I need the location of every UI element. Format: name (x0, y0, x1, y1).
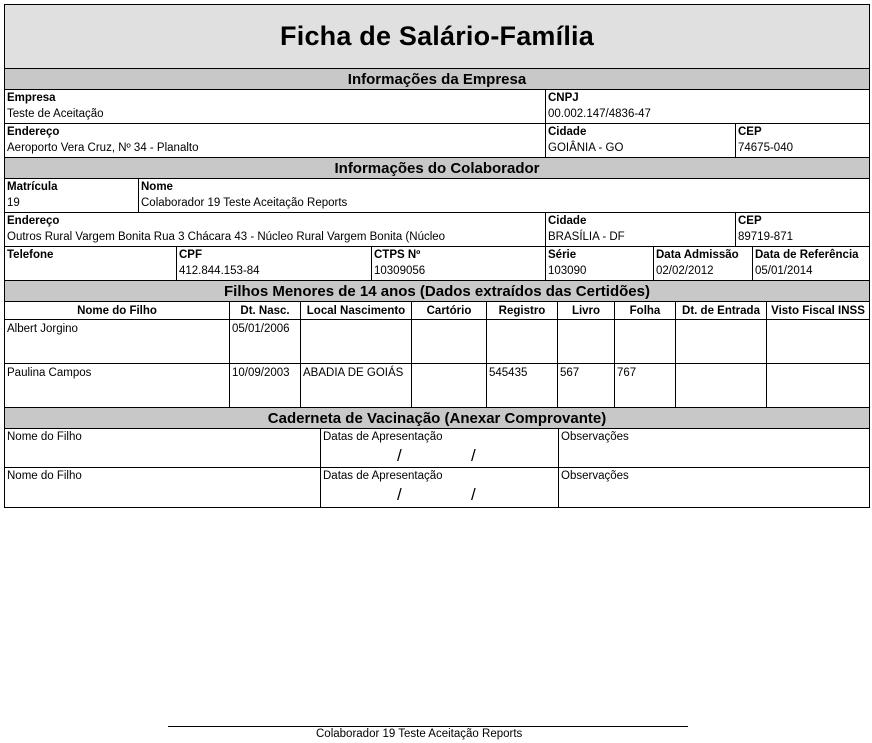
vacinacao-nome-cell (5, 468, 321, 507)
table-cell: 767 (615, 364, 676, 407)
colaborador-cidade-cell (546, 213, 736, 246)
date-separator: / (471, 485, 476, 504)
signature-line (168, 726, 688, 727)
vacinacao-datas-cell (321, 429, 559, 467)
colaborador-cidade-label: Cidade (548, 215, 587, 227)
table-cell: Albert Jorgino (5, 320, 230, 363)
salario-familia-form (4, 4, 870, 508)
table-cell: 05/01/2006 (230, 320, 301, 363)
section-filhos-header: Filhos Menores de 14 anos (Dados extraídos das Certidões) (5, 281, 869, 302)
vacinacao-nome-cell (5, 429, 321, 467)
referencia-value: 05/01/2014 (755, 265, 813, 277)
matricula-cell (5, 179, 139, 212)
column-header: Local Nascimento (301, 302, 412, 319)
vacinacao-obs-cell (559, 429, 869, 467)
vacinacao-obs-label: Observações (561, 470, 629, 482)
table-cell: 545435 (487, 364, 558, 407)
colaborador-endereco-cell (5, 213, 546, 246)
colaborador-endereco-label: Endereço (7, 215, 60, 227)
nome-cell (139, 179, 869, 212)
colaborador-row-3 (5, 247, 869, 281)
cpf-label: CPF (179, 249, 202, 261)
vacinacao-datas-cell (321, 468, 559, 507)
table-cell (676, 320, 767, 363)
table-cell (558, 320, 615, 363)
section-empresa-header: Informações da Empresa (5, 69, 869, 90)
table-cell: Paulina Campos (5, 364, 230, 407)
date-separator: / (471, 446, 476, 465)
colaborador-row-1 (5, 179, 869, 213)
nome-label: Nome (141, 181, 173, 193)
empresa-endereco-cell (5, 124, 546, 157)
vacinacao-row (5, 429, 869, 468)
table-cell (767, 320, 869, 363)
empresa-row-2 (5, 124, 869, 158)
empresa-cidade-cell (546, 124, 736, 157)
table-cell (767, 364, 869, 407)
table-cell (412, 320, 487, 363)
table-row (5, 320, 869, 364)
table-cell (412, 364, 487, 407)
cnpj-value: 00.002.147/4836-47 (548, 108, 651, 120)
telefone-label: Telefone (7, 249, 54, 261)
empresa-cep-label: CEP (738, 126, 762, 138)
colaborador-cep-value: 89719-871 (738, 231, 793, 243)
colaborador-cep-cell (736, 213, 869, 246)
vacinacao-datas-label: Datas de Apresentação (323, 470, 443, 482)
admissao-value: 02/02/2012 (656, 265, 714, 277)
empresa-endereco-label: Endereço (7, 126, 60, 138)
colaborador-endereco-value: Outros Rural Vargem Bonita Rua 3 Chácara 43 - Núcleo Rural Vargem Bonita (Núcleo (7, 231, 446, 243)
column-header: Folha (615, 302, 676, 319)
telefone-cell (5, 247, 177, 280)
date-separator: / (397, 446, 402, 465)
serie-value: 103090 (548, 265, 587, 277)
serie-label: Série (548, 249, 577, 261)
empresa-row-1 (5, 90, 869, 124)
empresa-label: Empresa (7, 92, 56, 104)
matricula-label: Matrícula (7, 181, 58, 193)
vacinacao-nome-label: Nome do Filho (7, 470, 82, 482)
vacinacao-datas-label: Datas de Apresentação (323, 431, 443, 443)
empresa-cidade-label: Cidade (548, 126, 587, 138)
column-header: Cartório (412, 302, 487, 319)
empresa-cell (5, 90, 546, 123)
cpf-value: 412.844.153-84 (179, 265, 260, 277)
column-header: Dt. Nasc. (230, 302, 301, 319)
ctps-value: 10309056 (374, 265, 426, 277)
table-cell (487, 320, 558, 363)
vacinacao-obs-cell (559, 468, 869, 507)
empresa-cidade-value: GOIÂNIA - GO (548, 142, 624, 154)
ctps-label: CTPS Nº (374, 249, 421, 261)
cnpj-label: CNPJ (548, 92, 579, 104)
cnpj-cell (546, 90, 869, 123)
admissao-label: Data Admissão (656, 249, 739, 261)
vacinacao-obs-label: Observações (561, 431, 629, 443)
page-title: Ficha de Salário-Família (5, 5, 869, 69)
table-cell: 567 (558, 364, 615, 407)
colaborador-cep-label: CEP (738, 215, 762, 227)
column-header: Dt. de Entrada (676, 302, 767, 319)
empresa-cep-cell (736, 124, 869, 157)
section-colaborador-header: Informações do Colaborador (5, 158, 869, 179)
table-row (5, 364, 869, 408)
column-header: Nome do Filho (5, 302, 230, 319)
table-cell: ABADIA DE GOIÁS (301, 364, 412, 407)
date-separator: / (397, 485, 402, 504)
column-header: Registro (487, 302, 558, 319)
ctps-cell (372, 247, 546, 280)
table-cell (676, 364, 767, 407)
colaborador-cidade-value: BRASÍLIA - DF (548, 231, 625, 243)
column-header: Livro (558, 302, 615, 319)
serie-cell (546, 247, 654, 280)
vacinacao-nome-label: Nome do Filho (7, 431, 82, 443)
vacinacao-row (5, 468, 869, 507)
referencia-cell (753, 247, 869, 280)
table-cell: 10/09/2003 (230, 364, 301, 407)
signature-name: Colaborador 19 Teste Aceitação Reports (316, 728, 523, 740)
nome-value: Colaborador 19 Teste Aceitação Reports (141, 197, 348, 209)
empresa-cep-value: 74675-040 (738, 142, 793, 154)
colaborador-row-2 (5, 213, 869, 247)
filhos-table-header (5, 302, 869, 320)
section-vacinacao-header: Caderneta de Vacinação (Anexar Comprovante) (5, 408, 869, 429)
table-cell (615, 320, 676, 363)
telefone-value (7, 263, 174, 280)
empresa-endereco-value: Aeroporto Vera Cruz, Nº 34 - Planalto (7, 142, 199, 154)
cpf-cell (177, 247, 372, 280)
referencia-label: Data de Referência (755, 249, 859, 261)
empresa-value: Teste de Aceitação (7, 108, 104, 120)
matricula-value: 19 (7, 197, 20, 209)
column-header: Visto Fiscal INSS (771, 305, 865, 317)
admissao-cell (654, 247, 753, 280)
table-cell (301, 320, 412, 363)
